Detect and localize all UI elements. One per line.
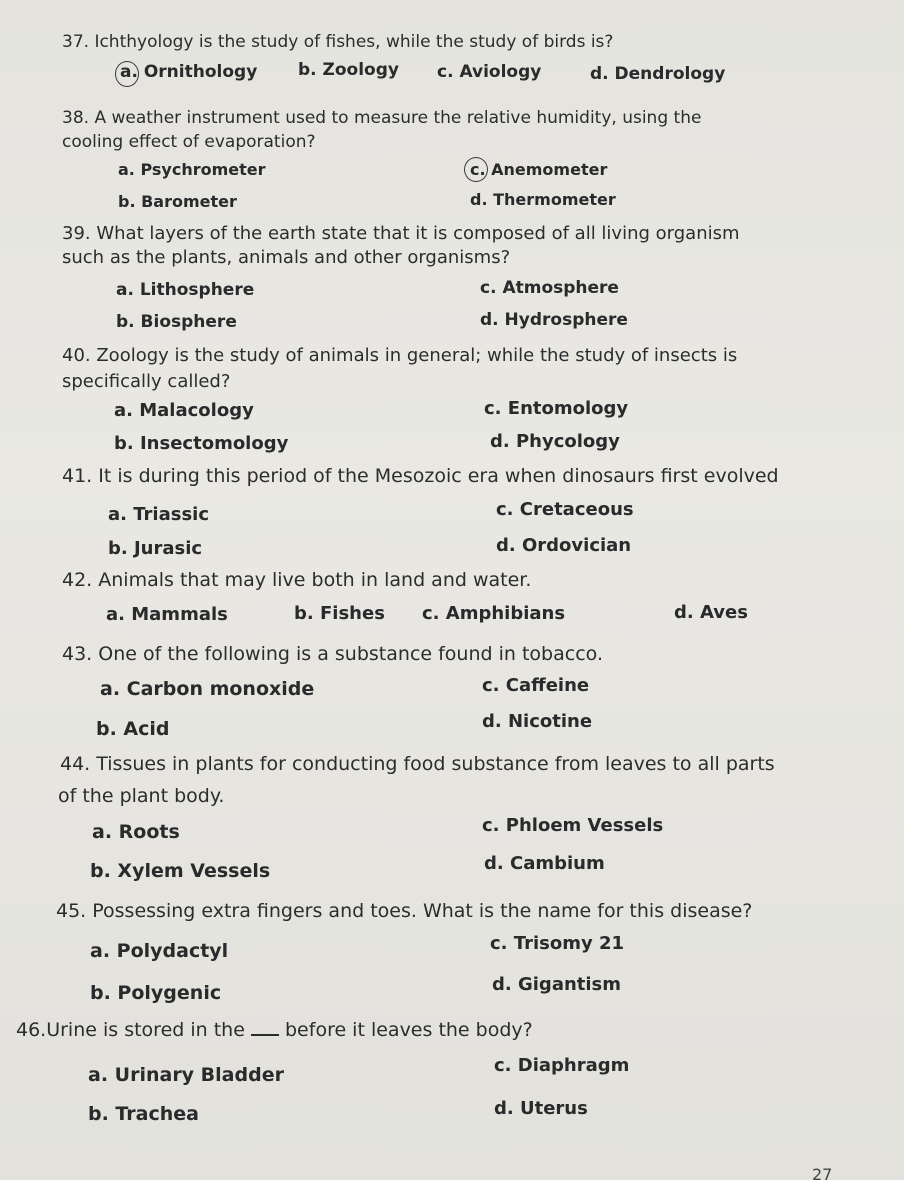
q43-option-b: b. Acid: [96, 718, 170, 740]
q39-option-a: a. Lithosphere: [116, 280, 255, 300]
q43-option-d: d. Nicotine: [482, 711, 593, 732]
q38-option-d: d. Thermometer: [470, 190, 616, 209]
question-46-stem-after: before it leaves the body?: [285, 1019, 533, 1041]
question-37-stem: 37. Ichthyology is the study of fishes, while the study of birds is?: [62, 32, 614, 52]
q45-option-d: d. Gigantism: [492, 974, 622, 995]
q44-option-d: d. Cambium: [484, 853, 605, 874]
q42-option-b: b. Fishes: [294, 603, 385, 624]
q46-option-a: a. Urinary Bladder: [88, 1064, 284, 1086]
q45-option-a: a. Polydactyl: [90, 940, 229, 962]
q46-option-d: d. Uterus: [494, 1098, 588, 1119]
fill-in-blank: [251, 1034, 279, 1036]
question-39-stem-line1: 39. What layers of the earth state that it is composed of all living organism: [62, 223, 740, 244]
q40-option-a: a. Malacology: [114, 400, 254, 421]
q42-option-d: d. Aves: [674, 602, 748, 623]
q37-option-a: a. Ornithology: [120, 62, 258, 82]
q45-option-b: b. Polygenic: [90, 982, 222, 1004]
q44-option-a: a. Roots: [92, 821, 180, 843]
q39-option-b: b. Biosphere: [116, 312, 237, 332]
q40-option-b: b. Insectomology: [114, 433, 289, 454]
q42-option-c: c. Amphibians: [422, 603, 566, 624]
q37-option-c: c. Aviology: [437, 62, 542, 82]
q42-option-a: a. Mammals: [106, 604, 228, 625]
page-number: 27: [812, 1165, 833, 1180]
question-41-stem: 41. It is during this period of the Mesozoic era when dinosaurs first evolved: [62, 465, 779, 487]
q41-option-d: d. Ordovician: [496, 535, 632, 556]
q44-option-c: c. Phloem Vessels: [482, 815, 664, 836]
q43-option-a: a. Carbon monoxide: [100, 678, 315, 700]
q44-option-b: b. Xylem Vessels: [90, 860, 271, 882]
q46-option-c: c. Diaphragm: [494, 1055, 630, 1076]
q40-option-c: c. Entomology: [484, 398, 629, 419]
question-39-stem-line2: such as the plants, animals and other organisms?: [62, 247, 511, 268]
question-42-stem: 42. Animals that may live both in land and water.: [62, 569, 532, 591]
question-43-stem: 43. One of the following is a substance found in tobacco.: [62, 643, 603, 665]
q40-option-d: d. Phycology: [490, 431, 620, 452]
question-38-stem-line2: cooling effect of evaporation?: [62, 132, 316, 152]
question-44-stem-line2: of the plant body.: [58, 785, 225, 807]
question-46-stem-before: 46.Urine is stored in the: [16, 1019, 245, 1041]
q39-option-d: d. Hydrosphere: [480, 310, 628, 330]
question-44-stem-line1: 44. Tissues in plants for conducting food substance from leaves to all parts: [60, 753, 775, 775]
q41-option-b: b. Jurasic: [108, 538, 203, 559]
question-45-stem: 45. Possessing extra fingers and toes. What is the name for this disease?: [56, 900, 753, 922]
q38-option-b: b. Barometer: [118, 192, 237, 211]
q43-option-c: c. Caffeine: [482, 675, 590, 696]
q38-option-a: a. Psychrometer: [118, 160, 266, 179]
question-38-stem-line1: 38. A weather instrument used to measure the relative humidity, using the: [62, 108, 702, 128]
q45-option-c: c. Trisomy 21: [490, 933, 625, 954]
q41-option-a: a. Triassic: [108, 504, 210, 525]
question-40-stem-line1: 40. Zoology is the study of animals in general; while the study of insects is: [62, 345, 738, 366]
question-40-stem-line2: specifically called?: [62, 371, 231, 392]
q41-option-c: c. Cretaceous: [496, 499, 634, 520]
q37-option-b: b. Zoology: [298, 60, 399, 80]
q38-option-c: c. Anemometer: [470, 160, 608, 179]
q39-option-c: c. Atmosphere: [480, 278, 619, 298]
q37-option-d: d. Dendrology: [590, 64, 726, 84]
question-46-stem: [16, 1016, 533, 1044]
q46-option-b: b. Trachea: [88, 1103, 199, 1125]
